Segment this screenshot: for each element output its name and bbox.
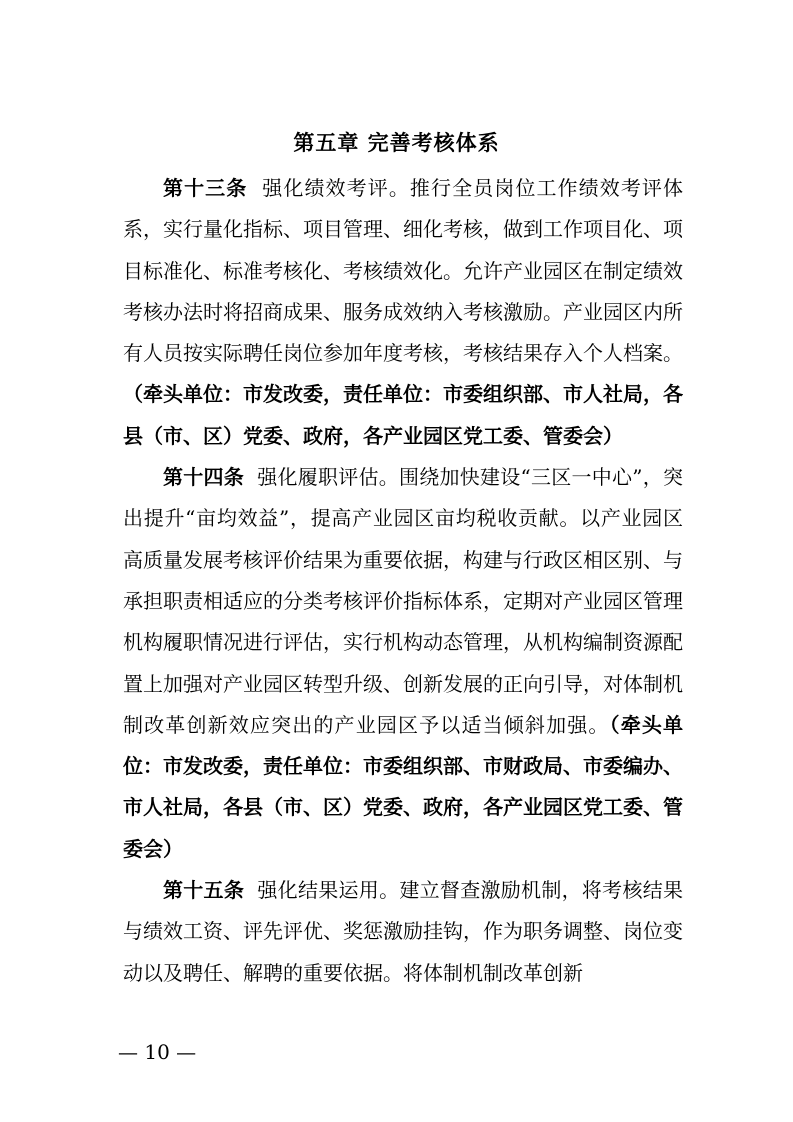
article-13-number: 第十三条 bbox=[163, 176, 248, 200]
article-13-responsibility: （牵头单位：市发改委，责任单位：市委组织部、市人社局，各县（市、区）党委、政府，各产业园区党工委、管委会） bbox=[123, 382, 683, 448]
article-14-body: 强化履职评估。围绕加快建设“三区一中心”，突出提升“亩均效益”，提高产业园区亩均税收贡献。以产业园区高质量发展考核评价结果为重要依据，构建与行政区相区别、与承担职责相适应的分类考核评价指标体系，定期对产业园区管理机构履职情况进行评估，实行机构动态管理，从机构编制资源配置上加强对产业园区转型升级、创新发展的正向引导，对体制机制改革创新效应突出的产业园区予以适当倾斜加强。 bbox=[123, 465, 684, 737]
article-15 bbox=[123, 870, 683, 994]
article-15-number: 第十五条 bbox=[163, 878, 245, 903]
article-14-number: 第十四条 bbox=[163, 465, 245, 490]
chapter-title: 第五章 完善考核体系 bbox=[293, 131, 500, 155]
article-14-responsibility: （牵头单位：市发改委，责任单位：市委组织部、市财政局、市委编办、市人社局，各县（市、区）党委、政府，各产业园区党工委、管委会） bbox=[123, 712, 684, 861]
article-13-body: 强化绩效考评。推行全员岗位工作绩效考评体系，实行量化指标、项目管理、细化考核，做到工作项目化、项目标准化、标准考核化、考核绩效化。允许产业园区在制定绩效考核办法时将招商成果、服务成效纳入考核激励。产业园区内所有人员按实际聘任岗位参加年度考核，考核结果存入个人档案。 bbox=[123, 176, 684, 366]
document-body bbox=[123, 168, 683, 994]
page-number: — 10 — bbox=[118, 1040, 197, 1064]
article-15-body: 强化结果运用。建立督查激励机制，将考核结果与绩效工资、评先评优、奖惩激励挂钩，作为职务调整、岗位变动以及聘任、解聘的重要依据。将体制机制改革创新 bbox=[123, 878, 684, 985]
article-13 bbox=[123, 168, 683, 457]
article-14 bbox=[123, 457, 683, 870]
